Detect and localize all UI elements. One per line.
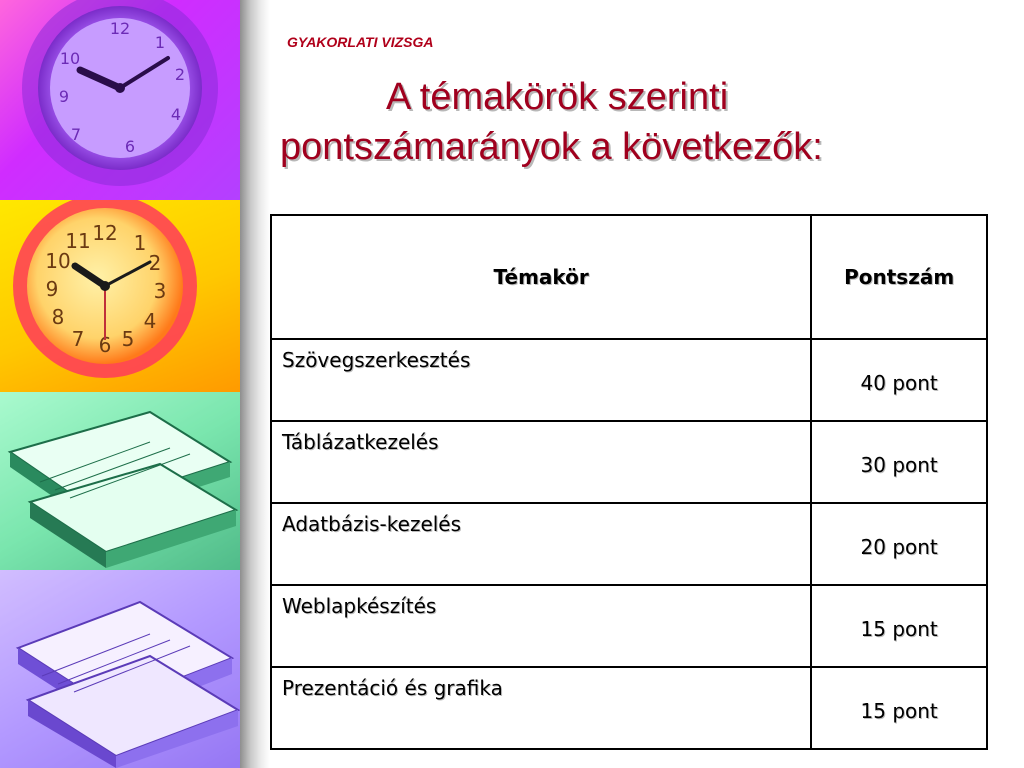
svg-text:1: 1 [133, 231, 147, 255]
strip-shadow [240, 0, 270, 768]
topic-cell: Adatbázis-kezelés [271, 503, 811, 585]
svg-text:8: 8 [51, 305, 65, 329]
title-line-2: pontszámarányok a következők: [280, 126, 823, 168]
svg-text:2: 2 [148, 251, 162, 275]
svg-text:3: 3 [153, 279, 167, 303]
books-image [0, 392, 240, 570]
svg-text:12: 12 [92, 221, 118, 245]
table-row [271, 503, 987, 585]
books-image [0, 570, 240, 768]
svg-text:6: 6 [98, 333, 112, 357]
svg-text:12: 12 [109, 19, 131, 38]
points-table [270, 214, 988, 750]
points-cell: 20 pont [811, 503, 987, 585]
svg-text:2: 2 [174, 65, 186, 84]
table-row [271, 421, 987, 503]
points-cell: 15 pont [811, 667, 987, 749]
svg-text:4: 4 [143, 309, 157, 333]
header-points: Pontszám [811, 215, 987, 339]
header-topic: Témakör [271, 215, 811, 339]
table-row [271, 585, 987, 667]
svg-text:7: 7 [70, 125, 82, 144]
svg-text:1: 1 [154, 33, 166, 52]
table-row [271, 339, 987, 421]
clock-image [0, 200, 240, 392]
svg-text:11: 11 [65, 229, 91, 253]
points-cell: 30 pont [811, 421, 987, 503]
points-cell: 40 pont [811, 339, 987, 421]
topic-cell: Weblapkészítés [271, 585, 811, 667]
slide-title [280, 72, 980, 172]
svg-text:4: 4 [170, 105, 182, 124]
svg-text:7: 7 [71, 327, 85, 351]
topic-cell: Prezentáció és grafika [271, 667, 811, 749]
points-cell: 15 pont [811, 585, 987, 667]
svg-text:10: 10 [45, 249, 71, 273]
svg-text:9: 9 [58, 87, 70, 106]
title-line-1: A témakörök szerinti [386, 76, 729, 118]
clock-image [0, 0, 240, 200]
svg-text:10: 10 [59, 49, 81, 68]
svg-text:6: 6 [124, 137, 136, 156]
slide-subtitle: GYAKORLATI VIZSGA [287, 34, 434, 50]
decorative-image-strip [0, 0, 240, 768]
table-header-row [271, 215, 987, 339]
topic-cell: Táblázatkezelés [271, 421, 811, 503]
svg-text:9: 9 [45, 277, 59, 301]
topic-cell: Szövegszerkesztés [271, 339, 811, 421]
svg-text:5: 5 [121, 327, 135, 351]
table-row [271, 667, 987, 749]
